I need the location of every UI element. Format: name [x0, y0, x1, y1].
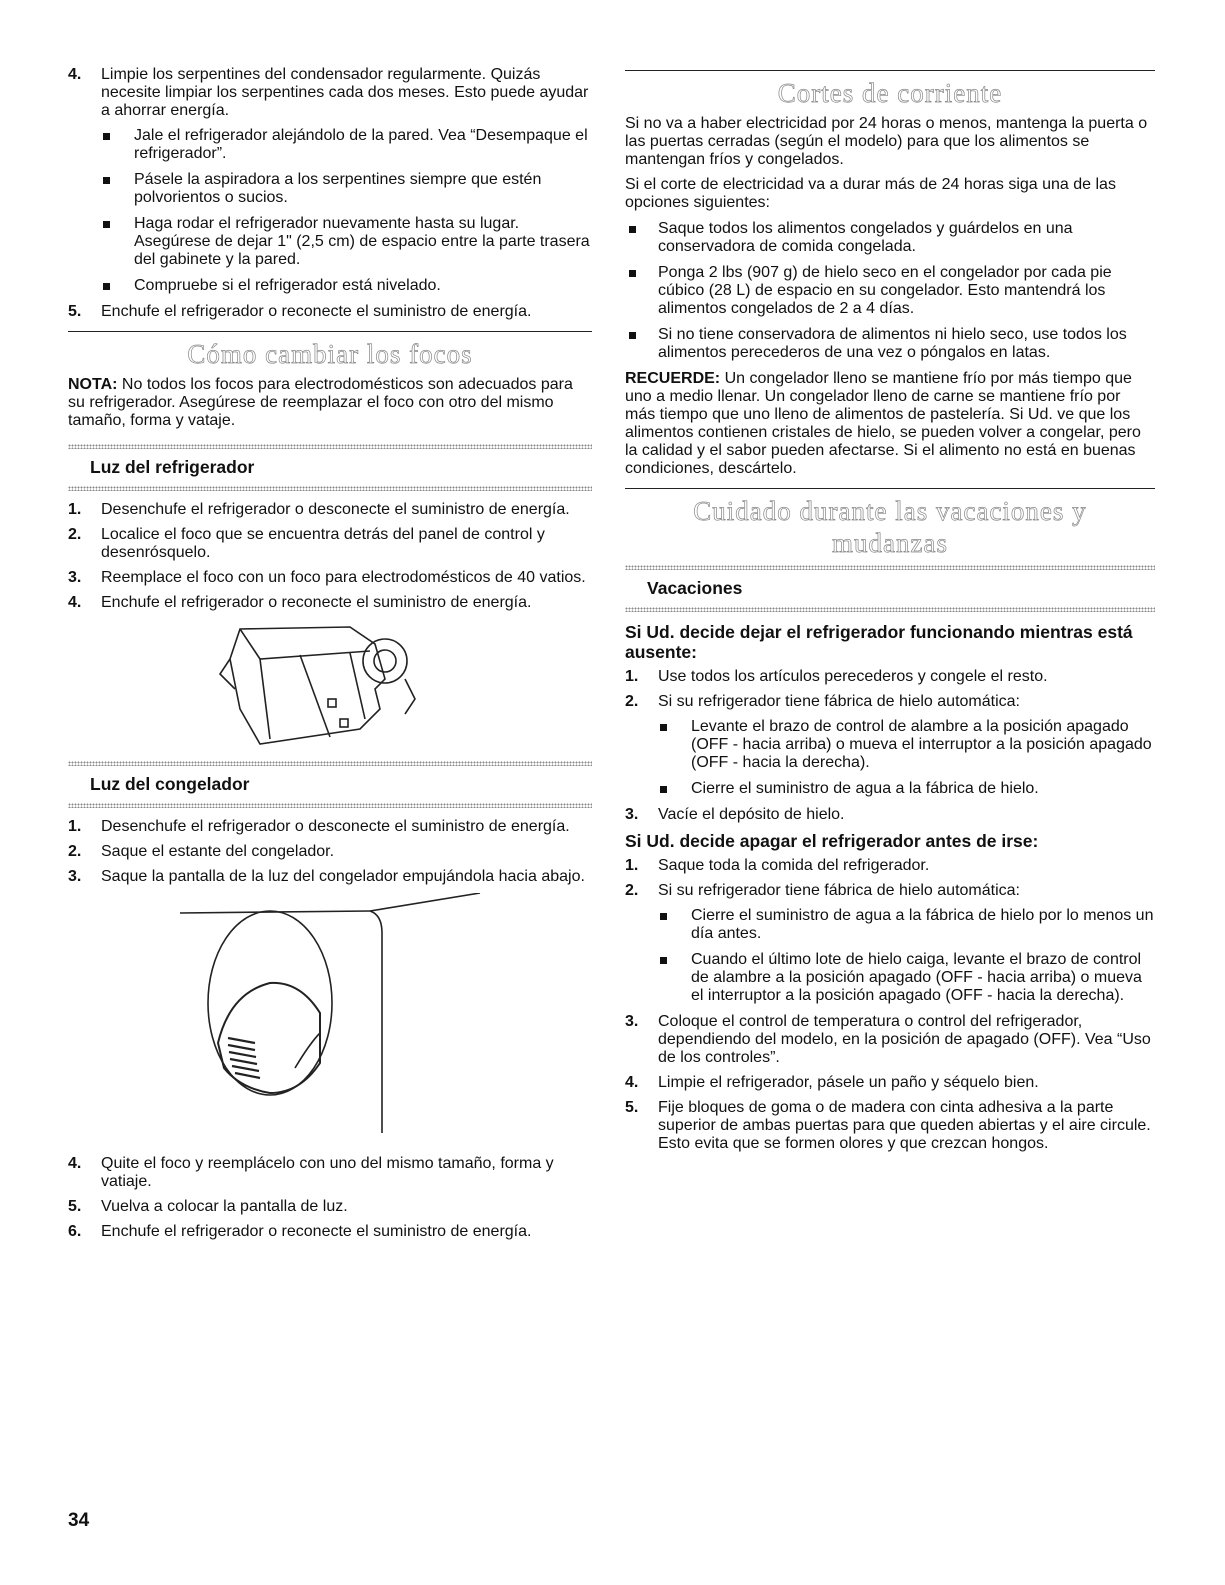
subheading-fridge-light: Luz del refrigerador — [90, 457, 255, 477]
vacation-b-step-1: 1. Saque toda la comida del refrigerador. — [625, 857, 930, 874]
freezer-step-5: 5. Vuelva a colocar la pantalla de luz. — [68, 1198, 348, 1215]
nota-paragraph: NOTA: No todos los focos para electrodomésticos son adecuados para su refrigerador. Asegúrese de reemplazar el foco con otro del mismo tamaño, forma y vataje. — [68, 376, 573, 429]
power-bullet-3: Si no tiene conservadora de alimentos ni hielo seco, use todos los alimentos perecederos de una vez o póngalos en latas. — [625, 326, 1155, 362]
bullet-icon — [660, 957, 667, 964]
dotted-rule — [68, 486, 592, 491]
control-panel-bulb-illustration — [200, 619, 460, 749]
freezer-step-1: 1. Desenchufe el refrigerador o desconecte el suministro de energía. — [68, 818, 570, 835]
fridge-step-2: 2. Localice el foco que se encuentra detrás del panel de control y desenrósquelo. — [68, 526, 545, 561]
bullet-vacuum: Pásele la aspiradora a los serpentines siempre que estén polvorientos o sucios. — [68, 171, 592, 207]
freezer-step-6: 6. Enchufe el refrigerador o reconecte el suministro de energía. — [68, 1223, 532, 1240]
vacation-b-bullet-2: Cuando el último lote de hielo caiga, levante el brazo de control de alambre a la posición apagado (OFF - hacia arriba) o mueva el interruptor a la posición apagado (OFF - hacia la derecha). — [625, 951, 1155, 1005]
fridge-step-3: 3. Reemplace el foco con un foco para electrodomésticos de 40 vatios. — [68, 569, 586, 586]
fridge-step-4: 4. Enchufe el refrigerador o reconecte el suministro de energía. — [68, 594, 532, 611]
vacation-a-step-3: 3. Vacíe el depósito de hielo. — [625, 806, 845, 823]
vacation-b-bullet-1: Cierre el suministro de agua a la fábrica de hielo por lo menos un día antes. — [625, 907, 1155, 943]
bullet-icon — [660, 724, 667, 731]
vacation-a-bullet-1: Levante el brazo de control de alambre a la posición apagado (OFF - hacia arriba) o mueva el interruptor a la posición apagado (OFF - hacia la derecha). — [625, 718, 1155, 772]
bullet-icon — [660, 913, 667, 920]
subheading-vacaciones: Vacaciones — [647, 578, 743, 598]
vacation-b-step-4: 4. Limpie el refrigerador, pásele un paño y séquelo bien. — [625, 1074, 1039, 1091]
step-4-clean-coils: 4. Limpie los serpentines del condensador regularmente. Quizás necesite limpiar los serpentines cada dos meses. Esto puede ayudar a ahorrar energía. — [68, 66, 589, 119]
bullet-icon — [660, 786, 667, 793]
section-title-vacation-line2: mudanzas — [832, 528, 948, 558]
vacation-a-bullet-2: Cierre el suministro de agua a la fábrica de hielo. — [625, 780, 1155, 798]
vacation-b-step-5: 5. Fije bloques de goma o de madera con cinta adhesiva a la parte superior de ambas puertas para que queden abiertas y el aire circule. Esto evita que se formen olores y que crezcan hongos. — [625, 1099, 1151, 1152]
page-number: 34 — [68, 1510, 90, 1531]
section-title-power-outage: Cortes de corriente — [777, 78, 1003, 108]
power-paragraph-1: Si no va a haber electricidad por 24 horas o menos, mantenga la puerta o las puertas cerradas (según el modelo) para que los alimentos se mantengan fríos y congelados. — [625, 115, 1148, 168]
bullet-icon — [629, 270, 636, 277]
section-rule — [625, 488, 1155, 489]
bullet-icon — [103, 283, 110, 290]
bullet-pull-fridge: Jale el refrigerador alejándolo de la pared. Vea “Desempaque el refrigerador”. — [68, 127, 592, 163]
power-bullet-1: Saque todos los alimentos congelados y guárdelos en una conservadora de comida congelada. — [625, 220, 1155, 256]
vacation-b-step-3: 3. Coloque el control de temperatura o control del refrigerador, dependiendo del modelo, en la posición de apagado (OFF). Vea “Uso de los controles”. — [625, 1013, 1151, 1066]
heading-leave-running: Si Ud. decide dejar el refrigerador funcionando mientras está ausente: — [625, 622, 1133, 662]
section-rule — [625, 70, 1155, 71]
recuerde-paragraph: RECUERDE: Un congelador lleno se mantiene frío por más tiempo que uno a medio llenar. Un congelador lleno de carne se mantiene frío por más tiempo que uno lleno de alimentos de pastelería. Si Ud. ve que los alimentos contienen cristales de hielo, se pueden volver a congelar, pero la calidad y el sabor pueden afectarse. Si el alimento no está en buenas condiciones, descártelo. — [625, 370, 1141, 477]
bullet-icon — [629, 226, 636, 233]
fridge-step-1: 1. Desenchufe el refrigerador o desconecte el suministro de energía. — [68, 501, 570, 518]
power-paragraph-2: Si el corte de electricidad va a durar más de 24 horas siga una de las opciones siguientes: — [625, 176, 1116, 211]
freezer-step-3: 3. Saque la pantalla de la luz del congelador empujándola hacia abajo. — [68, 868, 585, 885]
bullet-check-level: Compruebe si el refrigerador está nivelado. — [68, 277, 592, 295]
vacation-b-step-2: 2. Si su refrigerador tiene fábrica de hielo automática: — [625, 882, 1020, 899]
step-5-plug-in: 5. Enchufe el refrigerador o reconecte el suministro de energía. — [68, 303, 532, 320]
vacation-a-step-2: 2. Si su refrigerador tiene fábrica de hielo automática: — [625, 693, 1020, 710]
bullet-icon — [103, 133, 110, 140]
left-column — [68, 66, 592, 1248]
dotted-rule — [68, 444, 592, 449]
section-title-bulbs: Cómo cambiar los focos — [187, 339, 473, 369]
section-title-vacation-line1: Cuidado durante las vacaciones y — [693, 496, 1087, 526]
dotted-rule — [68, 761, 592, 766]
dotted-rule — [625, 565, 1155, 570]
bullet-roll-back: Haga rodar el refrigerador nuevamente hasta su lugar. Asegúrese de dejar 1" (2,5 cm) de espacio entre la parte trasera del gabinete y la pared. — [68, 215, 592, 269]
freezer-step-2: 2. Saque el estante del congelador. — [68, 843, 335, 860]
section-rule — [68, 331, 592, 332]
dotted-rule — [68, 803, 592, 808]
power-bullet-2: Ponga 2 lbs (907 g) de hielo seco en el congelador por cada pie cúbico (28 L) de espacio en su congelador. Esto mantendrá los alimentos congelados de 2 a 4 días. — [625, 264, 1155, 318]
bullet-icon — [629, 332, 636, 339]
right-column — [625, 70, 1155, 1160]
heading-turn-off: Si Ud. decide apagar el refrigerador antes de irse: — [625, 831, 1039, 851]
freezer-light-shield-illustration — [160, 893, 500, 1143]
bullet-icon — [103, 177, 110, 184]
freezer-step-4: 4. Quite el foco y reemplácelo con uno del mismo tamaño, forma y vatiaje. — [68, 1155, 554, 1190]
bullet-icon — [103, 221, 110, 228]
subheading-freezer-light: Luz del congelador — [90, 774, 250, 794]
dotted-rule — [625, 607, 1155, 612]
vacation-a-step-1: 1. Use todos los artículos perecederos y congele el resto. — [625, 668, 1048, 685]
